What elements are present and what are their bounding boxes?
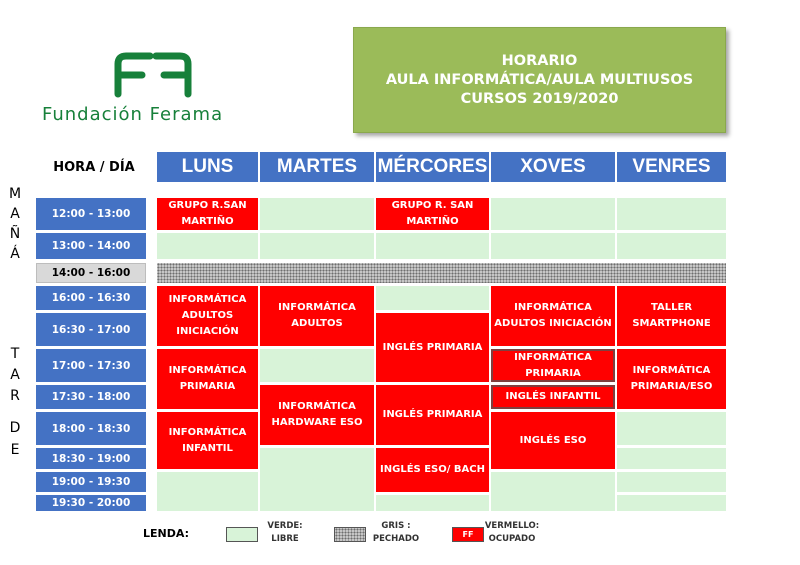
free-cell[interactable]	[157, 233, 258, 259]
legend-swatch-free	[226, 527, 258, 542]
free-cell[interactable]	[617, 495, 726, 511]
title-line-1: HORARIO	[501, 52, 578, 69]
legend-label-line: VERMELLO:	[484, 521, 540, 531]
free-cell[interactable]	[491, 472, 615, 511]
side-letter: M	[8, 186, 22, 202]
free-cell[interactable]	[491, 233, 615, 259]
free-cell[interactable]	[260, 349, 374, 382]
closed-band	[157, 263, 726, 283]
free-cell[interactable]	[491, 198, 615, 230]
free-cell[interactable]	[157, 472, 258, 511]
legend-label-line: GRIS :	[381, 521, 411, 531]
legend-label-line: VERDE:	[267, 521, 303, 531]
class-block[interactable]: TALLER SMARTPHONE	[617, 286, 726, 346]
time-slot: 12:00 - 13:00	[36, 198, 146, 230]
time-slot: 17:30 - 18:00	[36, 385, 146, 409]
class-block[interactable]: INGLÉS INFANTIL	[491, 385, 615, 409]
class-block[interactable]: INFORMÁTICA PRIMARIA	[157, 349, 258, 409]
day-header-luns: LUNS	[157, 152, 258, 182]
time-slot: 19:00 - 19:30	[36, 472, 146, 492]
legend-swatch-busy: FF	[452, 527, 484, 542]
logo-mark	[112, 50, 194, 98]
class-block[interactable]: INGLÉS ESO/ BACH	[376, 448, 489, 492]
side-letter: Á	[10, 246, 20, 262]
title-box	[353, 27, 726, 133]
title-line-2: AULA INFORMÁTICA/AULA MULTIUSOS	[385, 71, 694, 88]
class-block[interactable]: INFORMÁTICA ADULTOS	[260, 286, 374, 346]
day-header-mercores: MÉRCORES	[376, 152, 489, 182]
free-cell[interactable]	[617, 448, 726, 469]
class-block[interactable]: INGLÉS PRIMARIA	[376, 313, 489, 382]
time-slot-closed: 14:00 - 16:00	[36, 263, 146, 283]
side-letter: A	[10, 367, 20, 383]
side-letter: T	[10, 346, 20, 362]
free-cell[interactable]	[376, 233, 489, 259]
free-cell[interactable]	[617, 198, 726, 230]
side-letter: D	[9, 420, 21, 436]
legend-label-free	[255, 520, 315, 546]
hora-dia-header: HORA / DÍA	[53, 160, 135, 175]
time-slot: 13:00 - 14:00	[36, 233, 146, 259]
free-cell[interactable]	[617, 412, 726, 445]
time-slot: 19:30 - 20:00	[36, 495, 146, 511]
side-letter: A	[10, 206, 20, 222]
time-slot: 18:00 - 18:30	[36, 412, 146, 445]
time-slot: 16:30 - 17:00	[36, 313, 146, 346]
free-cell[interactable]	[376, 495, 489, 511]
side-letter: R	[10, 388, 20, 404]
free-cell[interactable]	[260, 233, 374, 259]
class-block[interactable]: GRUPO R.SAN MARTIÑO	[157, 198, 258, 230]
free-cell[interactable]	[617, 233, 726, 259]
class-block[interactable]: INFORMÁTICA ADULTOS INICIACIÓN	[157, 286, 258, 346]
class-block[interactable]: GRUPO R. SAN MARTIÑO	[376, 198, 489, 230]
time-slot: 18:30 - 19:00	[36, 448, 146, 469]
legend-title: LENDA:	[143, 527, 189, 540]
free-cell[interactable]	[260, 448, 374, 511]
class-block[interactable]: INFORMÁTICA PRIMARIA/ESO	[617, 349, 726, 409]
logo-name: Fundación Ferama	[42, 104, 224, 125]
class-block[interactable]: INFORMÁTICA PRIMARIA	[491, 349, 615, 382]
ff-logo-icon	[112, 50, 194, 98]
time-slot: 16:00 - 16:30	[36, 286, 146, 310]
side-letter: Ñ	[9, 226, 21, 242]
free-cell[interactable]	[376, 286, 489, 310]
day-header-xoves: XOVES	[491, 152, 615, 182]
free-cell[interactable]	[260, 198, 374, 230]
legend-swatch-closed	[334, 527, 366, 542]
free-cell[interactable]	[617, 472, 726, 492]
legend-label-line: OCUPADO	[488, 534, 536, 544]
legend-label-busy	[482, 520, 542, 546]
class-block[interactable]: INGLÉS PRIMARIA	[376, 385, 489, 445]
side-letter: E	[10, 442, 20, 458]
title-line-3: CURSOS 2019/2020	[460, 90, 619, 107]
legend-label-line: PECHADO	[372, 534, 420, 544]
day-header-venres: VENRES	[617, 152, 726, 182]
time-slot: 17:00 - 17:30	[36, 349, 146, 382]
class-block[interactable]: INFORMÁTICA HARDWARE ESO	[260, 385, 374, 445]
class-block[interactable]: INFORMÁTICA ADULTOS INICIACIÓN	[491, 286, 615, 346]
legend-label-closed	[366, 520, 426, 546]
class-block[interactable]: INGLÉS ESO	[491, 412, 615, 469]
class-block[interactable]: INFORMÁTICA INFANTIL	[157, 412, 258, 469]
legend-label-line: LIBRE	[271, 534, 299, 544]
day-header-martes: MARTES	[260, 152, 374, 182]
